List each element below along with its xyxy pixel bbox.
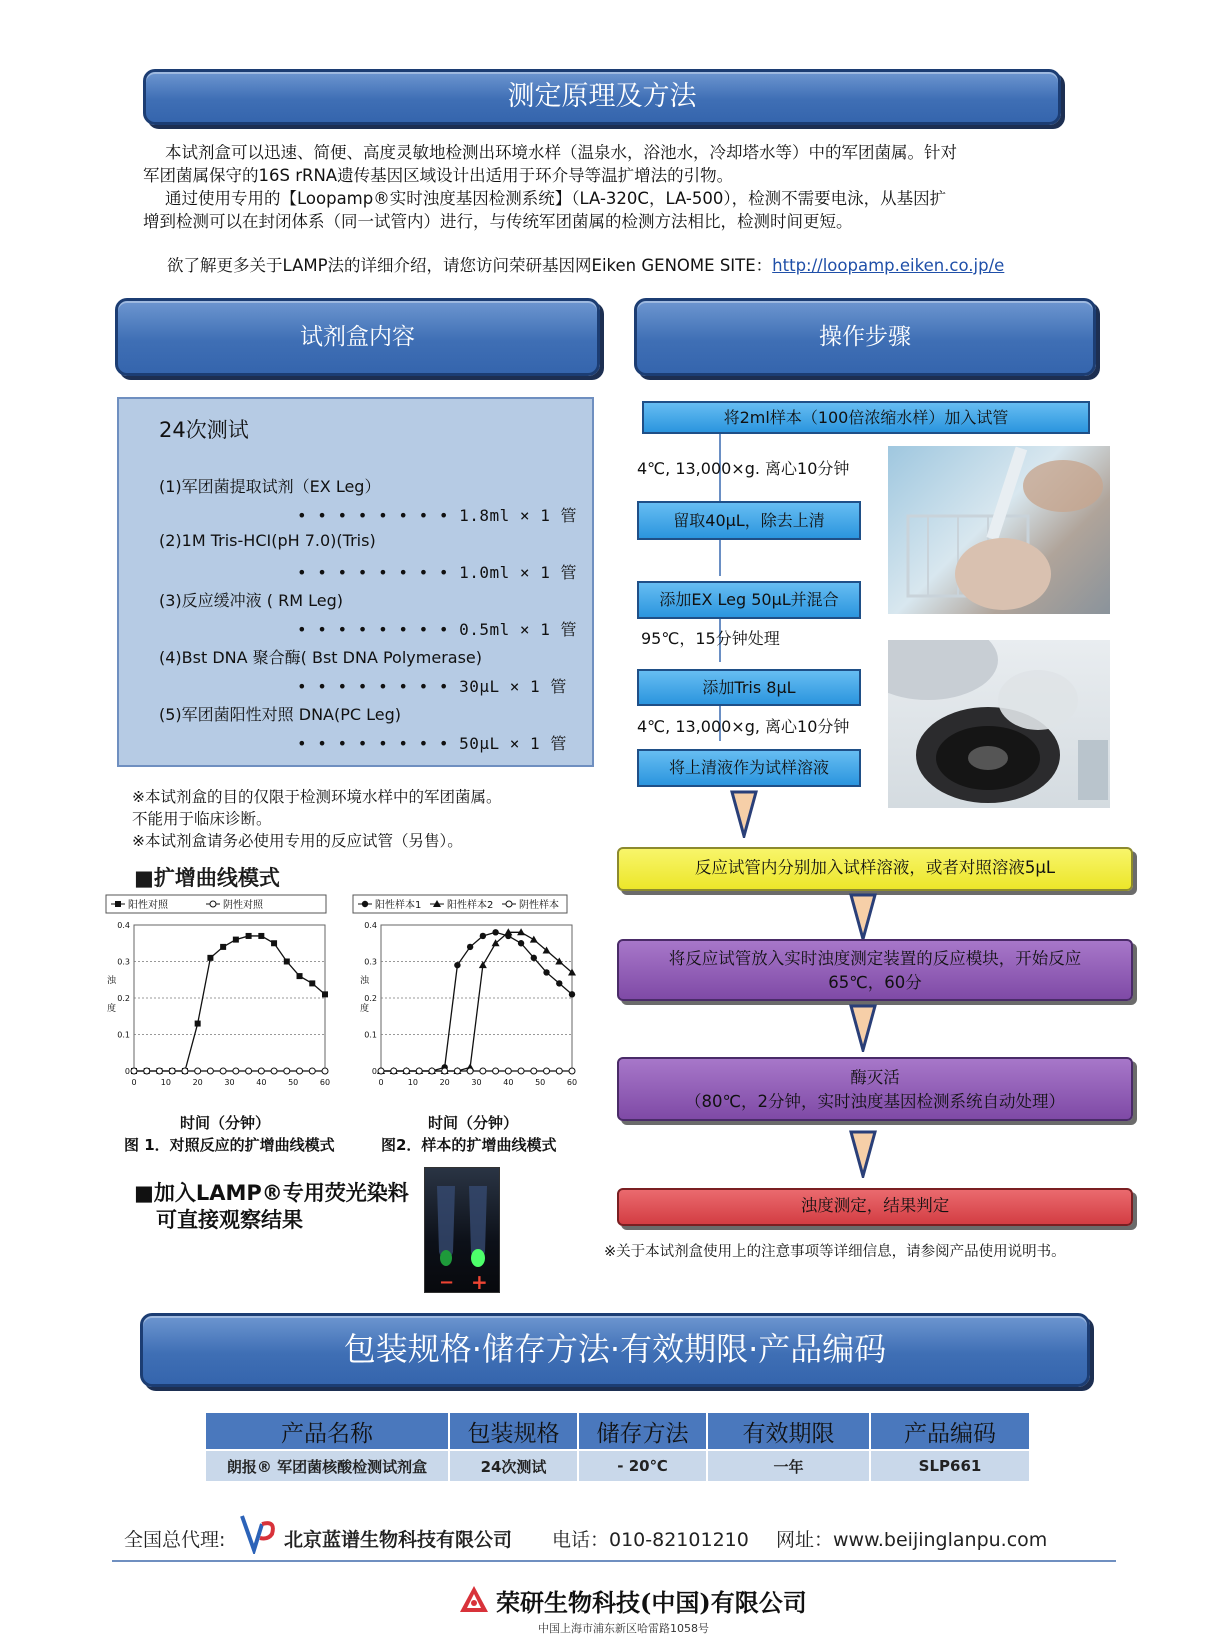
step-2-label: 留取40μL，除去上清 (673, 511, 825, 530)
x-tick-label: 20 (439, 1078, 450, 1087)
intro-line-3: 通过使用专用的【Loopamp®实时浊度基因检测系统】（LA-320C，LA-500），检测不需要电泳，从基因扩 (165, 189, 947, 208)
kit-item-4-qty: • • • • • • • • 30μL × 1 管 (297, 677, 567, 696)
header-banner (143, 69, 1061, 125)
step-2 (637, 501, 861, 540)
arrow-down-icon (730, 790, 758, 838)
data-point (492, 929, 498, 935)
legend-marker (210, 901, 216, 907)
step-5 (637, 749, 861, 787)
chart-1-xlabel: 时间（分钟） (180, 1114, 271, 1132)
intro-line-1: 本试剂盒可以迅速、简便、高度灵敏地检测出环境水样（温泉水，浴池水，冷却塔水等）中的军团菌属。针对 (165, 143, 957, 162)
legend-marker (506, 901, 512, 907)
eiken-genome-link[interactable]: http://loopamp.eiken.co.jp/e (772, 256, 1005, 275)
data-point (518, 940, 524, 946)
product-table (204, 1411, 1031, 1483)
data-point (543, 969, 549, 975)
data-point (378, 1068, 384, 1074)
y-tick-label: 0.3 (117, 957, 130, 967)
packaging-title: 包装规格·储存方法·有效期限·产品编码 (343, 1330, 887, 1368)
step-3-label: 添加EX Leg 50μL并混合 (659, 590, 839, 609)
kit-note-3: ※本试剂盒请务必使用专用的反应试管（另售）。 (132, 832, 463, 850)
data-point (297, 1068, 303, 1074)
data-point (467, 944, 473, 950)
data-point (454, 1068, 460, 1074)
kit-item-3-name: (3)反应缓冲液 ( RM Leg) (159, 591, 343, 610)
step-4 (637, 669, 861, 706)
x-tick-label: 60 (319, 1078, 331, 1087)
condition-3: 4℃, 13,000×g, 离心10分钟 (637, 717, 850, 736)
cell-expiry: 一年 (707, 1450, 870, 1482)
data-point (556, 980, 562, 986)
agent-phone: 电话：010-82101210 (552, 1529, 749, 1551)
condition-1: 4℃, 13,000×g. 离心10分钟 (637, 459, 850, 478)
data-point (271, 1068, 277, 1074)
data-point (246, 1068, 252, 1074)
centrifuge-icon (888, 640, 1110, 808)
series-line (134, 936, 325, 1071)
data-point (518, 1068, 524, 1074)
procedure-step-measurement (617, 1188, 1133, 1226)
y-axis-label: 浊 (360, 976, 370, 986)
y-axis-label: 度 (360, 1004, 370, 1014)
data-point (479, 961, 487, 968)
data-point (493, 1068, 499, 1074)
arrow-down-icon (849, 893, 877, 941)
footer-divider (112, 1560, 1116, 1562)
inactivation-line-2: （80℃，2分钟，实时浊度基因检测系统自动处理） (684, 1092, 1066, 1111)
product-table-header (205, 1412, 1030, 1450)
condition-2: 95℃，15分钟处理 (641, 629, 780, 648)
data-point (531, 1068, 537, 1074)
kit-item-2-qty: • • • • • • • • 1.0ml × 1 管 (297, 563, 577, 582)
negative-mark: − (439, 1272, 455, 1293)
arrow-down-icon (849, 1130, 877, 1178)
tube-icon (425, 1168, 501, 1294)
data-point (271, 940, 277, 946)
data-point (284, 1068, 290, 1074)
y-tick-label: 0.1 (117, 1030, 130, 1040)
x-tick-label: 0 (131, 1078, 137, 1087)
intro-line-4: 增到检测可以在封闭体系（同一试管内）进行，与传统军团菌属的检测方法相比，检测时间更短。 (143, 212, 853, 231)
table-row (205, 1450, 1030, 1482)
intro-paragraph (143, 141, 1063, 233)
header-package: 包装规格 (449, 1412, 578, 1450)
step-4-label: 添加Tris 8μL (702, 678, 796, 697)
y-tick-label: 0.2 (364, 994, 377, 1003)
kit-contents-box (117, 397, 594, 767)
kit-item-2-name: (2)1M Tris-HCI(pH 7.0)(Tris) (159, 531, 376, 550)
agent-label: 全国总代理: (124, 1529, 226, 1551)
data-point (233, 1068, 239, 1074)
y-tick-label: 0.1 (364, 1030, 377, 1040)
lanpu-logo-icon (236, 1510, 280, 1554)
data-point (195, 1021, 201, 1027)
chart-1 (105, 893, 355, 1129)
chart-2-xlabel: 时间（分钟） (428, 1114, 519, 1132)
procedure-banner (634, 298, 1096, 376)
kit-contents-title: 试剂盒内容 (300, 324, 415, 350)
y-tick-label: 0 (124, 1067, 130, 1076)
cell-package: 24次测试 (449, 1450, 578, 1482)
procedure-title: 操作步骤 (819, 324, 911, 350)
intro-line-2: 军团菌属保守的16S rRNA遗传基因区域设计出适用于环介导等温扩增法的引物。 (143, 166, 734, 185)
data-point (309, 980, 315, 986)
chart-2-caption: 图2．样本的扩增曲线模式 (381, 1136, 557, 1154)
step-1-label: 将2ml样本（100倍浓缩水样）加入试管 (723, 408, 1009, 427)
legend-marker (362, 901, 368, 907)
step-1 (642, 401, 1090, 434)
x-tick-label: 10 (160, 1078, 171, 1087)
kit-item-5-name: (5)军团菌阳性对照 DNA(PC Leg) (159, 705, 402, 724)
data-point (531, 955, 537, 961)
data-point (480, 933, 486, 939)
procedure-step-add-sample (617, 847, 1133, 891)
cell-storage: - 20℃ (578, 1450, 707, 1482)
data-point (258, 1068, 264, 1074)
header-product-code: 产品编码 (870, 1412, 1030, 1450)
data-point (233, 937, 239, 943)
kit-item-4-name: (4)Bst DNA 聚合酶( Bst DNA Polymerase) (159, 648, 482, 667)
fluor-line-2: 可直接观察结果 (156, 1208, 303, 1232)
y-tick-label: 0.4 (117, 921, 130, 930)
y-tick-label: 0.4 (364, 921, 377, 930)
inactivation-line-1: 酶灭活 (850, 1068, 900, 1087)
data-point (569, 991, 575, 997)
x-tick-label: 50 (288, 1078, 299, 1087)
kit-note-1: ※本试剂盒的目的仅限于检测环境水样中的军团菌属。 (132, 788, 502, 806)
agent-company: 北京蓝谱生物科技有限公司 (284, 1529, 513, 1551)
legend-label: 阳性样本2 (447, 900, 494, 911)
data-point (530, 936, 538, 943)
data-point (195, 1068, 201, 1074)
data-point (297, 973, 303, 979)
centrifuge-photo (888, 640, 1110, 808)
data-point (131, 1068, 137, 1074)
x-tick-label: 20 (192, 1078, 203, 1087)
data-point (416, 1068, 422, 1074)
page-title: 测定原理及方法 (507, 81, 697, 112)
procedure-step-enzyme-inactivation (617, 1057, 1133, 1121)
x-tick-label: 50 (535, 1078, 546, 1087)
legend-marker (115, 901, 121, 907)
cell-product-name: 朗报® 军团菌核酸检测试剂盒 (205, 1450, 449, 1482)
y-axis-label: 浊 (107, 976, 117, 986)
data-point (169, 1068, 175, 1074)
kit-contents-banner (115, 298, 600, 376)
data-point (442, 1068, 448, 1074)
centrifuge-tube-photo (888, 446, 1110, 614)
chart-2 (352, 893, 602, 1129)
data-point (322, 991, 328, 997)
arrow-down-icon (849, 1004, 877, 1052)
chart-1-caption: 图 1．对照反应的扩增曲线模式 (124, 1136, 335, 1154)
more-info-prefix: 欲了解更多关于LAMP法的详细介绍，请您访问荣研基因网Eiken GENOME SITE： (167, 256, 773, 275)
data-point (480, 1068, 486, 1074)
cell-product-code: SLP661 (870, 1450, 1030, 1482)
data-point (429, 1068, 435, 1074)
data-point (569, 1068, 575, 1074)
packaging-banner (140, 1313, 1090, 1387)
legend-label: 阳性样本1 (375, 900, 422, 911)
more-info-line (167, 254, 1004, 277)
data-point (403, 1068, 409, 1074)
curves-heading: ■扩增曲线模式 (134, 866, 280, 890)
eiken-address: 中国上海市浦东新区哈雷路1058号 (538, 1622, 709, 1635)
fluor-line-1: ■加入LAMP®专用荧光染料 (134, 1181, 409, 1205)
kit-note-2: 不能用于临床诊断。 (132, 810, 272, 828)
data-point (544, 1068, 550, 1074)
procedure-step-start-reaction (617, 939, 1133, 1001)
x-tick-label: 30 (471, 1078, 482, 1087)
data-point (220, 944, 226, 950)
flow-line-2 (719, 540, 721, 576)
data-point (207, 1068, 213, 1074)
fluorescent-tubes-photo (424, 1167, 500, 1293)
data-point (144, 1068, 150, 1074)
procedure-note: ※关于本试剂盒使用上的注意事项等详细信息，请参阅产品使用说明书。 (604, 1244, 1066, 1260)
header-product-name: 产品名称 (205, 1412, 449, 1450)
data-point (467, 1068, 473, 1074)
x-tick-label: 30 (224, 1078, 235, 1087)
kit-item-1-qty: • • • • • • • • 1.8ml × 1 管 (297, 506, 577, 525)
legend-label: 阳性对照 (128, 900, 168, 911)
data-point (391, 1068, 397, 1074)
y-tick-label: 0 (371, 1067, 377, 1076)
hand-pipette-icon (888, 446, 1110, 614)
x-tick-label: 10 (407, 1078, 418, 1087)
step-5-label: 将上清液作为试样溶液 (668, 758, 829, 777)
start-reaction-line-1: 将反应试管放入实时浊度测定装置的反应模块，开始反应 (668, 949, 1082, 968)
x-tick-label: 40 (256, 1078, 267, 1087)
data-point (182, 1068, 188, 1074)
y-tick-label: 0.3 (364, 957, 377, 967)
data-point (207, 955, 213, 961)
data-point (505, 1068, 511, 1074)
kit-item-1-name: (1)军团菌提取试剂（EX Leg） (159, 477, 381, 496)
step-3 (637, 581, 861, 619)
start-reaction-line-2: 65℃，60分 (828, 973, 922, 992)
x-tick-label: 60 (566, 1078, 578, 1087)
data-point (309, 1068, 315, 1074)
eiken-logo-icon (458, 1584, 490, 1614)
header-storage: 储存方法 (578, 1412, 707, 1450)
data-point (284, 959, 290, 965)
positive-mark: + (471, 1270, 488, 1294)
data-point (220, 1068, 226, 1074)
y-axis-label: 度 (107, 1004, 117, 1014)
data-point (246, 933, 252, 939)
data-point (258, 933, 264, 939)
legend-label: 阴性样本 (519, 900, 559, 911)
x-tick-label: 40 (503, 1078, 514, 1087)
header-expiry: 有效期限 (707, 1412, 870, 1450)
procedure-step-add-sample-text: 反应试管内分别加入试样溶液，或者对照溶液5μL (694, 858, 1056, 877)
kit-item-3-qty: • • • • • • • • 0.5ml × 1 管 (297, 620, 577, 639)
data-point (156, 1068, 162, 1074)
kit-test-count: 24次测试 (159, 418, 249, 442)
y-tick-label: 0.2 (117, 994, 130, 1003)
kit-item-5-qty: • • • • • • • • 50μL × 1 管 (297, 734, 567, 753)
x-tick-label: 0 (378, 1078, 384, 1087)
legend-label: 阴性对照 (223, 900, 263, 911)
data-point (322, 1068, 328, 1074)
eiken-company-name: 荣研生物科技(中国)有限公司 (496, 1588, 807, 1617)
measurement-text: 浊度测定，结果判定 (800, 1196, 950, 1215)
data-point (556, 1068, 562, 1074)
agent-website: 网址：www.beijinglanpu.com (776, 1529, 1048, 1551)
data-point (454, 962, 460, 968)
